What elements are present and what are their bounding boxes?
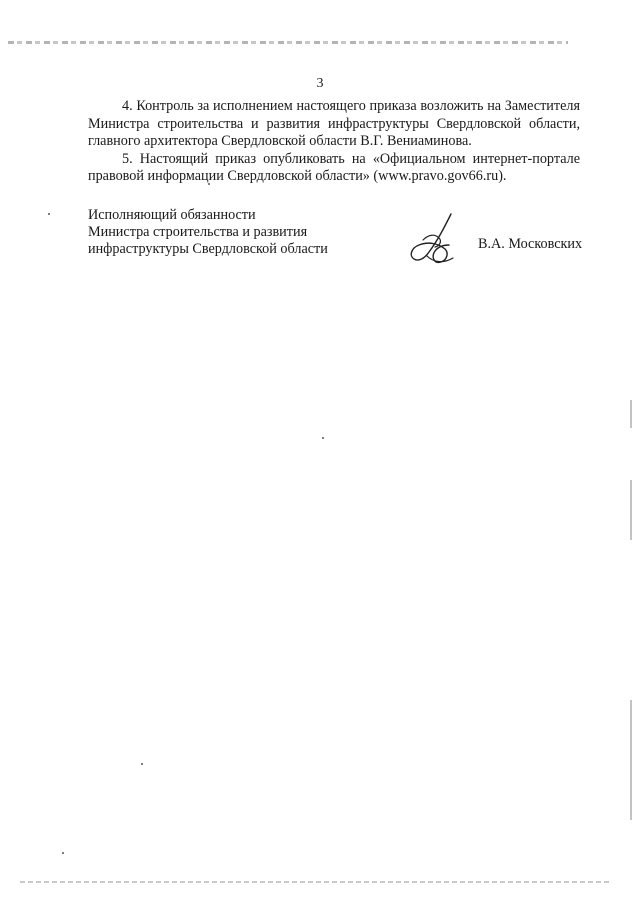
- signatory-title-line: Министра строительства и развития: [88, 224, 308, 240]
- handwritten-signature-icon: [405, 212, 465, 268]
- scan-edge-right: [630, 700, 632, 820]
- signatory-title-line: Исполняющий обязанности: [88, 207, 256, 223]
- scan-edge-right: [630, 400, 632, 428]
- signatory-title: [88, 207, 328, 258]
- paragraph-4: 4. Контроль за исполнением настоящего приказа возложить на Заместителя Министра строительства и развития инфраструктуры Свердловской области, главного архитектора Свердловской области В.Г. Вениаминова.: [88, 98, 580, 149]
- scan-speck: [62, 852, 64, 854]
- scan-speck: [48, 213, 50, 215]
- scan-edge-right: [630, 480, 632, 540]
- signatory-title-line: инфраструктуры Свердловской области: [88, 241, 328, 257]
- page-number: 3: [316, 76, 324, 91]
- scan-edge-top: [8, 41, 568, 44]
- scan-speck: [322, 437, 324, 439]
- scan-edge-bottom: [20, 881, 610, 883]
- scan-speck: [141, 763, 143, 765]
- signatory-name: В.А. Московских: [478, 236, 583, 252]
- order-text: [88, 98, 580, 186]
- paragraph-5: 5. Настоящий приказ опубликовать на «Официальном интернет-портале правовой информации Свердловской области» (www.pravo.gov66.ru).: [88, 150, 580, 184]
